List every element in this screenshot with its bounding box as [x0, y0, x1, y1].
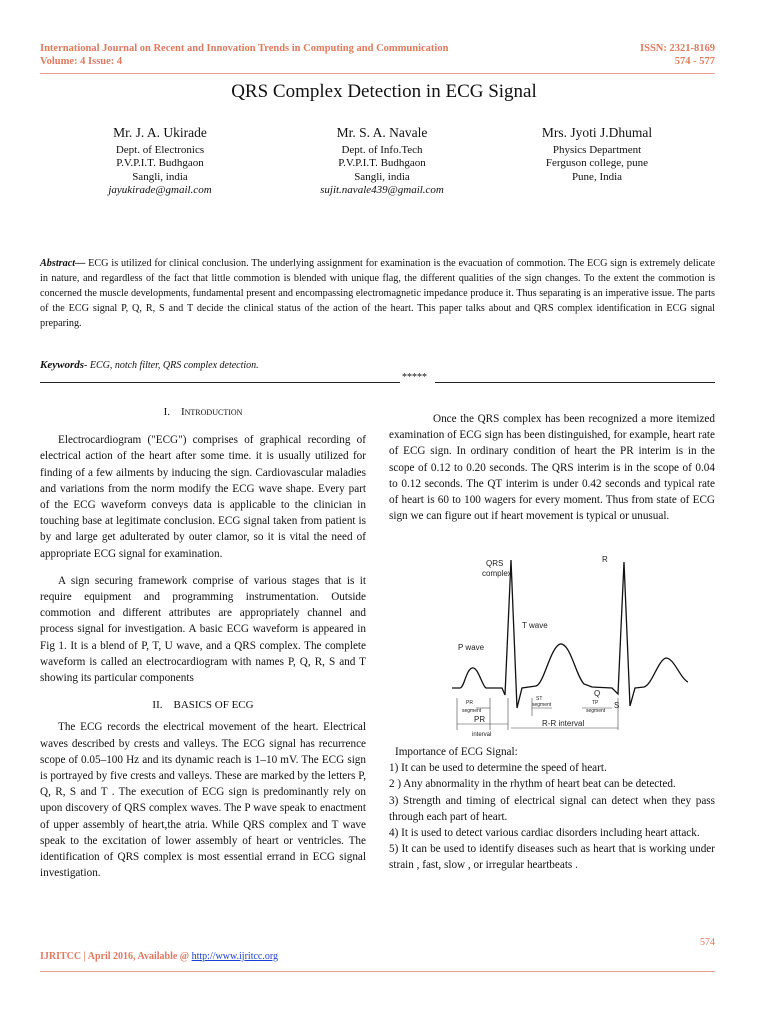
author-city: Pune, India	[571, 170, 623, 183]
label-rr-interval: R-R interval	[542, 719, 585, 728]
author-inst: P.V.P.I.T. Budhgaon	[338, 157, 426, 169]
label-st-seg: ST	[536, 696, 543, 702]
separator-line-right	[435, 382, 715, 383]
intro-paragraph-1: Electrocardiogram ("ECG") comprises of graphical recording of electrical action of the heart after some time. it is usually utilized for finding of a few ailments by inducing the sign. Cardiovascular maladies and variations from the norm modify the ECG wave shape. Every part of the ECG waveform conveys data is applicable to the clinician in touching base at legitimate conclusion. ECG signal taken from patient is by and large get adulterated by outer clamor, so it is vital the need of appropriate ECG signal for examination.	[40, 434, 366, 560]
author-email: sujit.navale439@gmail.com	[320, 184, 444, 196]
journal-volume: Volume: 4 Issue: 4	[40, 56, 123, 67]
keywords	[40, 359, 259, 371]
ecg-figure	[452, 548, 688, 744]
importance-item: 2 ) Any abnormality in the rhythm of heart beat can be detected.	[389, 778, 676, 791]
section-title: BASICS OF ECG	[173, 699, 254, 712]
footer	[40, 951, 278, 962]
label-st-seg-2: segment	[532, 702, 552, 708]
author-name: Mrs. Jyoti J.Dhumal	[541, 125, 653, 140]
author-1	[60, 126, 260, 198]
author-city: Sangli, india	[132, 170, 188, 183]
separator-line-left	[40, 382, 400, 383]
separator-stars: *****	[402, 372, 427, 383]
paper-title: QRS Complex Detection in ECG Signal	[231, 81, 537, 102]
label-r: R	[602, 555, 608, 564]
header-rule	[40, 73, 715, 74]
author-name: Mr. J. A. Ukirade	[113, 125, 207, 140]
journal-header	[40, 42, 448, 68]
label-q: Q	[594, 689, 601, 698]
author-name: Mr. S. A. Navale	[336, 125, 428, 140]
label-tp-seg-2: segment	[586, 708, 606, 714]
section-heading-introduction	[40, 404, 366, 420]
journal-name: International Journal on Recent and Innovation Trends in Computing and Communication	[40, 43, 449, 54]
section-heading-basics	[40, 697, 366, 713]
importance-title: Importance of ECG Signal:	[395, 746, 518, 758]
author-dept: Dept. of Info.Tech	[341, 143, 423, 156]
label-tp-seg: TP	[592, 700, 599, 706]
importance-item: 3) Strength and timing of electrical signal can detect when they pass through each part of heart.	[389, 794, 715, 823]
footer-text: IJRITCC | April 2016, Available @	[40, 951, 192, 962]
right-paragraph-1: Once the QRS complex has been recognized a more itemized examination of ECG sign has been distinguished, for example, heart rate of ECG sign. In ordinary condition of heart the PR interim is in the scope of 0.12 to 0.20 seconds. The QRS interim is in the scope of 0.04 to 0.12 seconds. The QT interim is under 0.42 seconds and typical rate of heart is 60 to 100 wagers for every moment. Thus from state of ECG sign we can figure out if heart movement is typical or unusual.	[389, 413, 715, 523]
author-inst: P.V.P.I.T. Budhgaon	[116, 157, 204, 169]
author-dept: Dept. of Electronics	[115, 143, 205, 156]
left-column	[40, 404, 366, 892]
importance-list	[389, 744, 715, 874]
section-number: II.	[152, 699, 163, 712]
label-pr-seg-2: segment	[462, 708, 482, 714]
author-3	[497, 126, 697, 184]
abstract-text: ECG is utilized for clinical conclusion. The underlying assignment for examination is the evacuation of commotion. The ECG sign is extremely delicate in nature, and regardless of the fact that little commotion is blended with unique flag, the different qualities of the sign changes. To the extent the commotion is concerned the muscle developments, fundamental present and encompassing electromagnetic impedance produce it. Thus separating is an imperative issue. The parts of the ECG signal P, Q, R, S and T decide the clinical status of the action of the heart. This paper talks about and QRS complex identification in ECG signal preparing.	[40, 258, 715, 329]
author-email: jayukirade@gmail.com	[108, 184, 212, 196]
label-p-wave: P wave	[458, 643, 485, 652]
page-range: 574 - 577	[674, 56, 715, 67]
importance-item: 5) It can be used to identify diseases such as heart that is working under strain , fast, slow , or irregular heartbeats .	[389, 843, 715, 872]
page-number: 574	[700, 937, 715, 948]
importance-item: 1) It can be used to determine the speed of heart.	[389, 762, 607, 775]
author-dept: Physics Department	[552, 143, 642, 156]
author-city: Sangli, india	[354, 170, 410, 183]
label-pr-interval-2: interval	[472, 732, 492, 738]
author-inst: Ferguson college, pune	[545, 157, 649, 169]
label-qrs: QRS	[486, 559, 504, 568]
label-pr-interval: PR	[474, 715, 486, 724]
right-column	[389, 411, 715, 535]
issn-header	[640, 42, 715, 68]
ecg-trace	[452, 560, 688, 708]
footer-rule	[40, 971, 715, 972]
section-separator	[40, 372, 715, 386]
journal-link[interactable]: http://www.ijritcc.org	[191, 951, 279, 962]
abstract	[40, 256, 715, 331]
basics-paragraph: The ECG records the electrical movement of the heart. Electrical waves described by crests and valleys. The ECG signal has recurrence scope of 0.05–100 Hz and its dynamic reach is 1–10 mV. The ECG sign is portrayed by five crests and valleys. These are marked by the letters P, Q, R, S and T . The execution of ECG sign is predominantly rely on upon discovery of QRS complex waves. The P wave speak to enactment of upper assembly of heart,the atria. While QRS complex and T wave speak to the excitation of lower assembly of heart or ventricles. The identification of QRS complex is most essential errand in ECG signal investigation.	[40, 721, 366, 880]
ecg-waveform-diagram	[452, 548, 688, 744]
keywords-label: Keywords	[40, 359, 84, 371]
section-title: Introduction	[180, 406, 243, 418]
keywords-text: - ECG, notch filter, QRS complex detection.	[84, 360, 259, 371]
importance-item: 4) It is used to detect various cardiac disorders including heart attack.	[389, 827, 700, 840]
author-2	[282, 126, 482, 198]
label-complex: complex	[482, 569, 512, 578]
label-pr-seg: PR	[466, 700, 473, 706]
label-s: S	[614, 701, 620, 710]
intro-paragraph-2: A sign securing framework comprise of various stages that is it require equipment and programming instrumentation. Outside commotion and different attributes are appropriately channel and process signal for investigation. A basic ECG waveform is appeared in Fig 1. It is a blend of P, T, U wave, and a QRS complex. The complete waveform is called an electrocardiogram with names P, Q, R, S and T showing its particular components	[40, 574, 366, 685]
issn: ISSN: 2321-8169	[640, 43, 715, 54]
section-number: I.	[163, 406, 170, 418]
label-t-wave: T wave	[522, 621, 548, 630]
abstract-label: Abstract—	[40, 258, 86, 269]
